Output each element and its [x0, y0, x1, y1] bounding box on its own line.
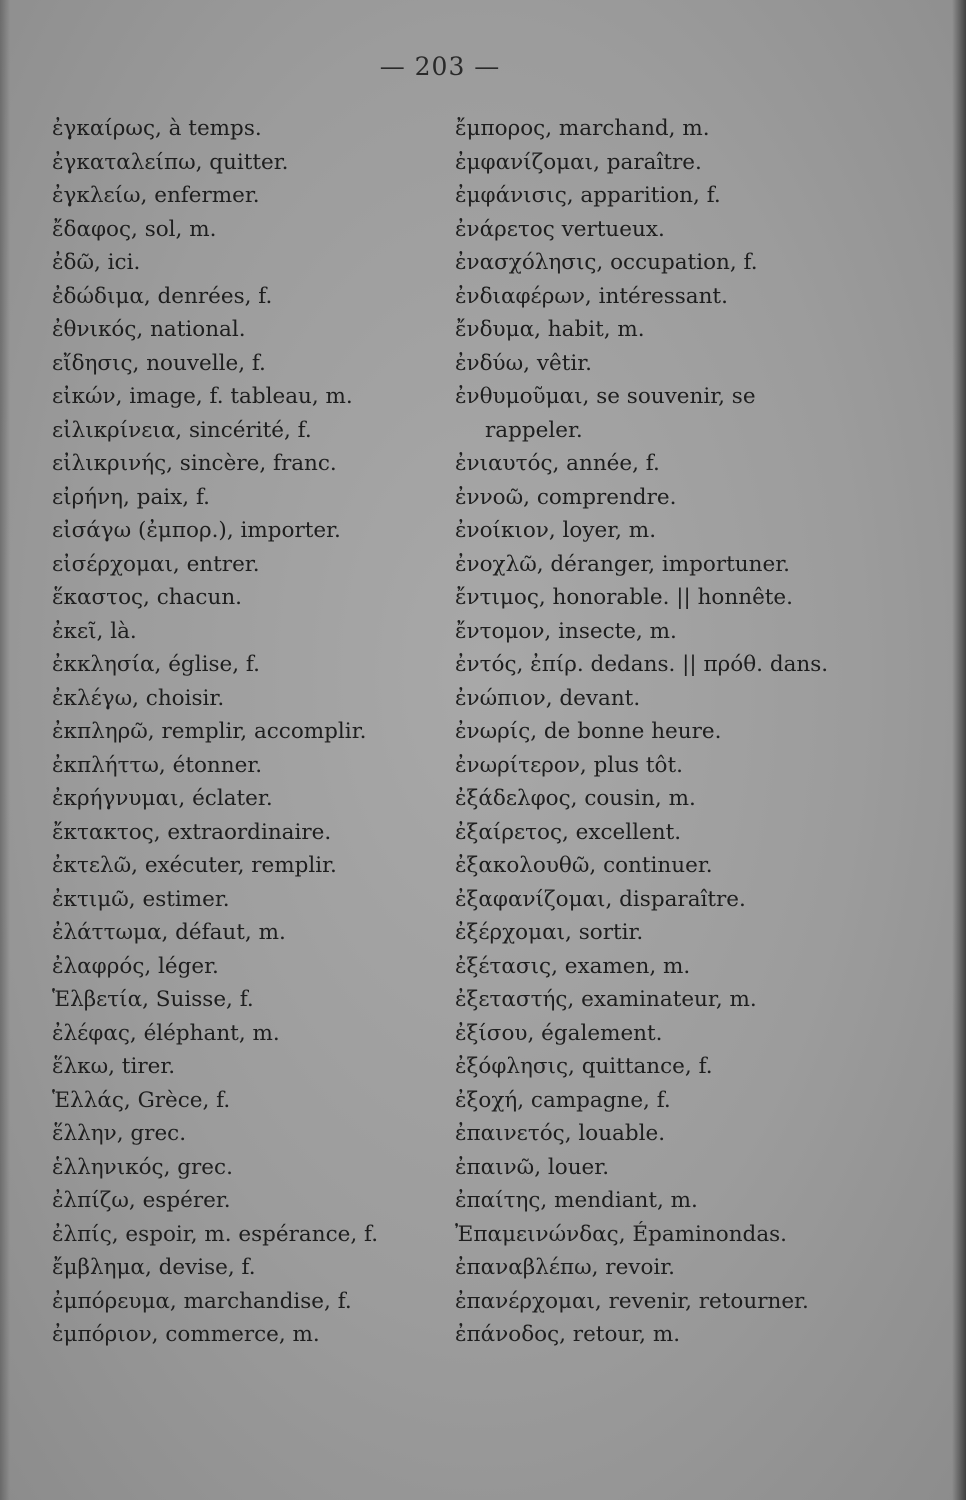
right-column	[455, 112, 850, 1352]
dictionary-entry: εἰλικρίνεια, sincérité, f.	[52, 417, 312, 443]
dictionary-entry: ἔντομον, insecte, m.	[455, 618, 677, 644]
dictionary-entry: ἐξαίρετος, excellent.	[455, 819, 682, 845]
dictionary-entry: ἐδώδιμα, denrées, f.	[52, 283, 273, 309]
dictionary-entry: ἐλέφας, éléphant, m.	[52, 1020, 280, 1046]
dictionary-entry: ἐμφανίζομαι, paraître.	[455, 149, 702, 175]
dictionary-entry: ἐνωρίτερον, plus tôt.	[455, 752, 683, 778]
dictionary-entry: ἐνιαυτός, année, f.	[455, 451, 660, 476]
dictionary-entry: ἐκτιμῶ, estimer.	[52, 886, 230, 912]
dictionary-entry: ἐγκαταλείπω, quitter.	[52, 149, 289, 175]
dictionary-entry: ἐγκαίρως, à temps.	[52, 116, 262, 141]
dictionary-entry: εἰσέρχομαι, entrer.	[52, 551, 260, 577]
dictionary-entry: ἐνώπιον, devant.	[455, 685, 641, 711]
dictionary-entry: ἐκτελῶ, exécuter, remplir.	[52, 853, 337, 878]
dictionary-entry: ἐκεῖ, là.	[52, 618, 137, 644]
dictionary-entry: ἕκαστος, chacun.	[52, 585, 242, 610]
dictionary-entry: ἐμπόρευμα, marchandise, f.	[52, 1288, 352, 1314]
dictionary-entry: ἐκκλησία, église, f.	[52, 652, 260, 677]
dictionary-entry: ἐκρήγνυμαι, éclater.	[52, 786, 273, 811]
dictionary-entry: ἐπαινῶ, louer.	[455, 1154, 610, 1180]
dictionary-entry: ἐνοχλῶ, déranger, importuner.	[455, 551, 790, 577]
page-number: — 203 —	[379, 52, 501, 81]
dictionary-entry: ἔντιμος, honorable. || honnête.	[455, 585, 793, 610]
dictionary-entry: ἐννοῶ, comprendre.	[455, 484, 677, 510]
dictionary-entry: ἔδαφος, sol, m.	[52, 216, 217, 242]
dictionary-entry: ἐμπόριον, commerce, m.	[52, 1322, 320, 1347]
dictionary-entry: εἰρήνη, paix, f.	[52, 484, 210, 510]
dictionary-entry: ἐλπίζω, espérer.	[52, 1188, 231, 1213]
dictionary-entry: ἔκτακτος, extraordinaire.	[52, 819, 332, 845]
dictionary-entry: ἐξάδελφος, cousin, m.	[455, 786, 696, 811]
dictionary-entry: ἐπανέρχομαι, revenir, retourner.	[455, 1288, 809, 1314]
dictionary-entry: ἕλλην, grec.	[52, 1121, 187, 1146]
dictionary-entry: εἰσάγω (ἐμπορ.), importer.	[52, 518, 341, 543]
left-column	[52, 112, 427, 1352]
dictionary-entry: ἐκπλήττω, étonner.	[52, 752, 263, 778]
dictionary-entry: ἐγκλείω, enfermer.	[52, 183, 260, 208]
dictionary-entry: ἐξέτασις, examen, m.	[455, 953, 691, 979]
dictionary-entry: ἐθνικός, national.	[52, 317, 246, 342]
dictionary-entry: ἐξόφλησις, quittance, f.	[455, 1054, 713, 1079]
dictionary-entry: ἐκλέγω, choisir.	[52, 685, 225, 711]
dictionary-entry: ἐλπίς, espoir, m. espérance, f.	[52, 1221, 379, 1247]
dictionary-entry: ἐνδιαφέρων, intéressant.	[455, 283, 728, 309]
dictionary-entry: Ἑλλάς, Grèce, f.	[52, 1087, 231, 1113]
dictionary-entry: ἐνοίκιον, loyer, m.	[455, 518, 657, 543]
dictionary-entry: εἰλικρινής, sincère, franc.	[52, 451, 337, 476]
dictionary-entry: ἐλάττωμα, défaut, m.	[52, 920, 286, 945]
dictionary-entry: ἑλληνικός, grec.	[52, 1154, 233, 1180]
dictionary-entry: ἐμφάνισις, apparition, f.	[455, 183, 721, 208]
dictionary-entry: ἐντός, ἐπίρ. dedans. || πρόθ. dans.	[455, 652, 829, 677]
dictionary-entry: ἔμπορος, marchand, m.	[455, 116, 710, 141]
dictionary-entry: ἐδῶ, ici.	[52, 250, 141, 275]
dictionary-entry: ἐπαναβλέπω, revoir.	[455, 1255, 676, 1280]
dictionary-entry: ἐξέρχομαι, sortir.	[455, 920, 644, 945]
dictionary-entry: ἐλαφρός, léger.	[52, 953, 219, 979]
dictionary-entry: ἔνδυμα, habit, m.	[455, 317, 645, 342]
dictionary-entry: ἐνδύω, vêtir.	[455, 350, 592, 376]
dictionary-entry: εἴδησις, nouvelle, f.	[52, 350, 266, 376]
dictionary-entry: ἐξοχή, campagne, f.	[455, 1087, 671, 1113]
dictionary-entry: ἐξεταστής, examinateur, m.	[455, 987, 757, 1012]
dictionary-entry: ἐνωρίς, de bonne heure.	[455, 719, 722, 744]
dictionary-entry: ἕλκω, tirer.	[52, 1054, 176, 1079]
dictionary-entry: ἐνθυμοῦμαι, se souvenir, se rappeler.	[455, 384, 756, 443]
dictionary-entry: ἔμβλημα, devise, f.	[52, 1255, 256, 1280]
dictionary-entry: ἐκπληρῶ, remplir, accomplir.	[52, 719, 367, 744]
dictionary-entry: εἰκών, image, f. tableau, m.	[52, 384, 353, 409]
dictionary-entry: ἐνάρετος vertueux.	[455, 216, 665, 242]
dictionary-entry: ἐπαίτης, mendiant, m.	[455, 1188, 698, 1213]
dictionary-entry: ἐξακολουθῶ, continuer.	[455, 853, 713, 878]
dictionary-entry: ἐνασχόλησις, occupation, f.	[455, 250, 758, 275]
dictionary-entry: ἐξαφανίζομαι, disparaître.	[455, 886, 746, 912]
dictionary-entry: ἐπάνοδος, retour, m.	[455, 1322, 681, 1347]
dictionary-entry: ἐξίσου, également.	[455, 1020, 663, 1046]
dictionary-entry: Ἑλβετία, Suisse, f.	[52, 987, 254, 1012]
dictionary-entry: Ἐπαμεινώνδας, Épaminondas.	[455, 1221, 788, 1247]
dictionary-entry: ἐπαινετός, louable.	[455, 1121, 666, 1146]
